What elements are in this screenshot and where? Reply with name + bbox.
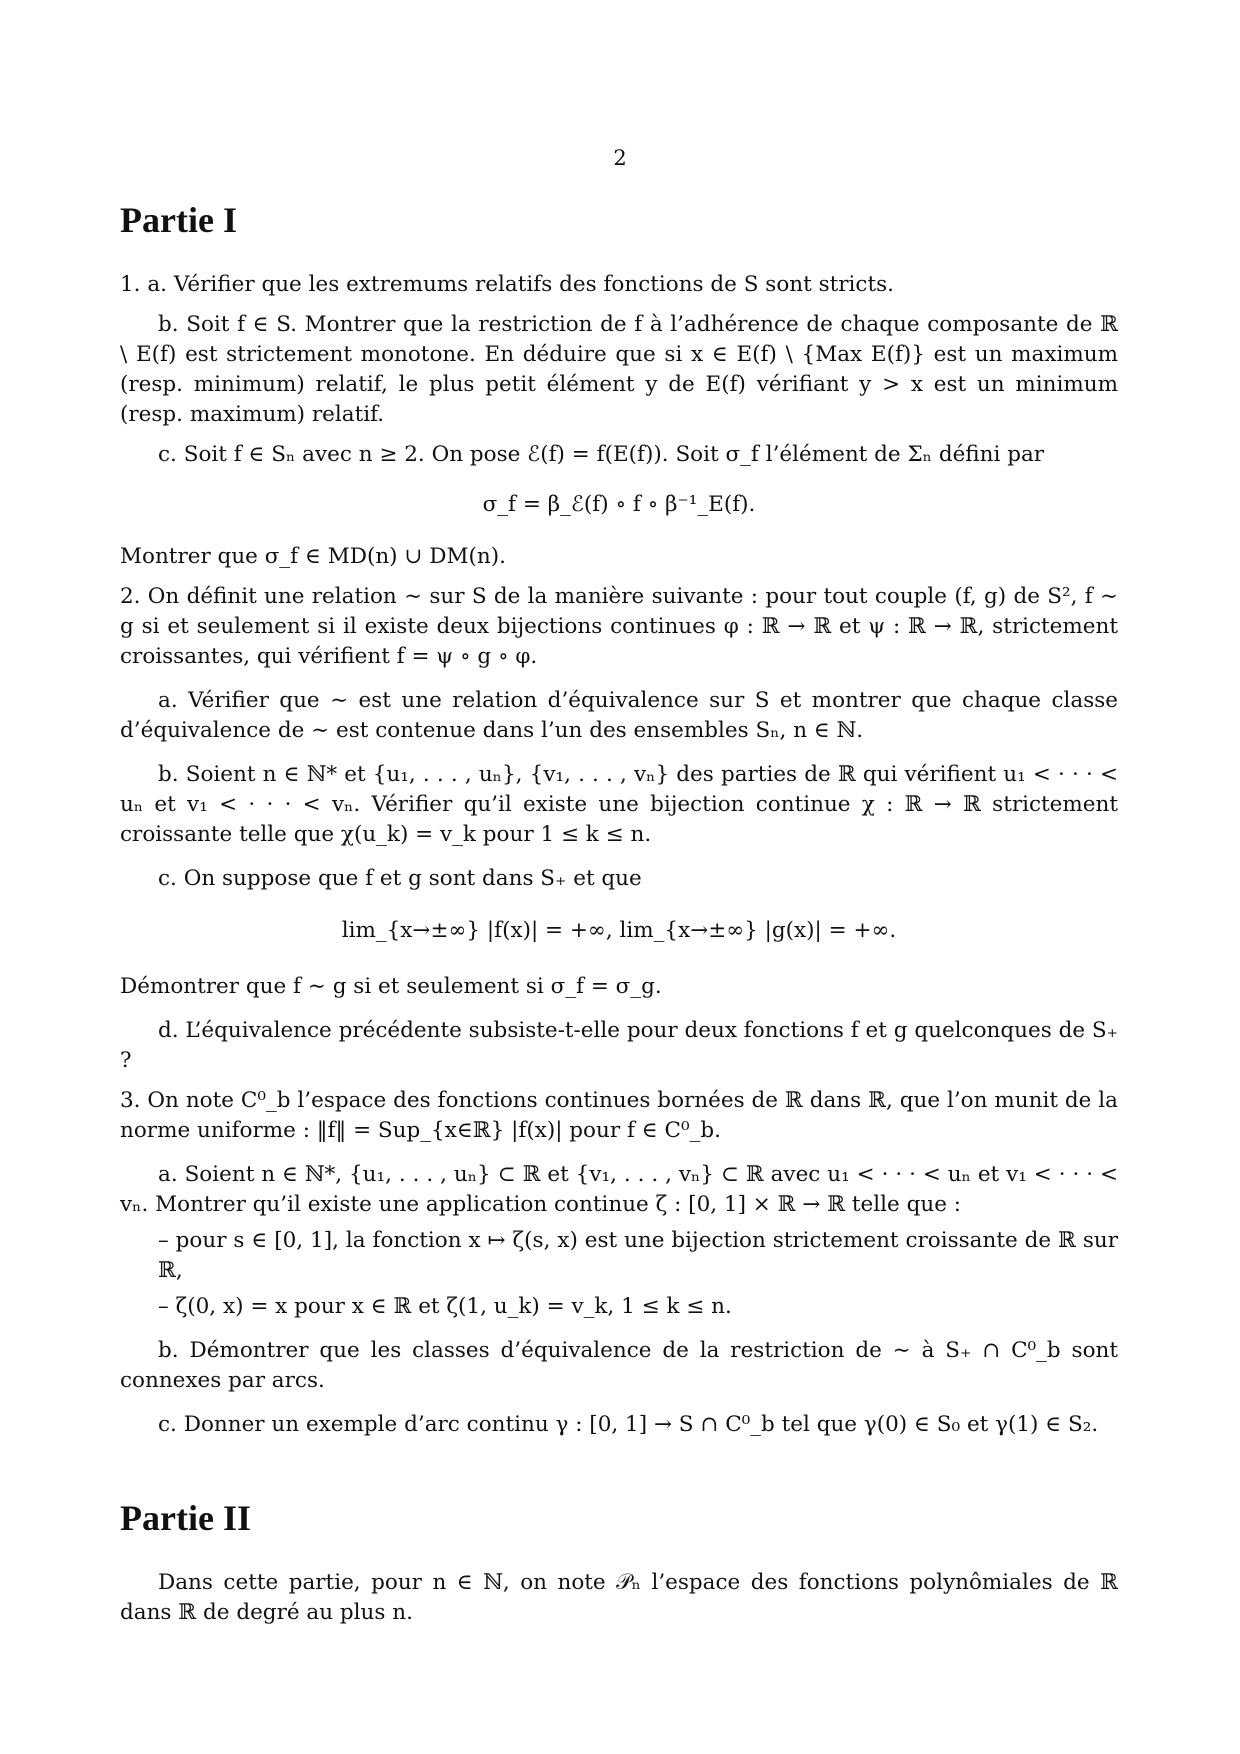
question-3a-bullet-2: – ζ(0, x) = x pour x ∈ ℝ et ζ(1, u_k) = v_k, 1 ≤ k ≤ n. bbox=[158, 1294, 732, 1319]
question-2-intro: 2. On définit une relation ∼ sur S de la manière suivante : pour tout couple (f, g) de S², f ∼ g si et seulement si il existe deux bijections continues φ : ℝ → ℝ et ψ : ℝ → ℝ, strictement croissantes, qui vérifient f = ψ ∘ g ∘ φ. bbox=[120, 584, 1118, 669]
equation-limits: lim_{x→±∞} |f(x)| = +∞, lim_{x→±∞} |g(x)| = +∞. bbox=[341, 918, 897, 943]
question-3a-bullet-1: – pour s ∈ [0, 1], la fonction x ↦ ζ(s, x) est une bijection strictement croissante de ℝ sur ℝ, bbox=[158, 1228, 1118, 1283]
question-2c-conclusion: Démontrer que f ∼ g si et seulement si σ_f = σ_g. bbox=[120, 974, 662, 999]
question-1c: c. Soit f ∈ Sₙ avec n ≥ 2. On pose ℰ(f) = f(E(f)). Soit σ_f l’élément de Σₙ défini par bbox=[158, 442, 1045, 467]
question-3b: b. Démontrer que les classes d’équivalence de la restriction de ∼ à S₊ ∩ C⁰_b sont connexes par arcs. bbox=[120, 1338, 1118, 1393]
equation-sigma-f: σ_f = β_ℰ(f) ∘ f ∘ β⁻¹_E(f). bbox=[482, 492, 756, 517]
question-3c: c. Donner un exemple d’arc continu γ : [0, 1] → S ∩ C⁰_b tel que γ(0) ∈ S₀ et γ(1) ∈ S₂. bbox=[158, 1412, 1099, 1437]
question-2d: d. L’équivalence précédente subsiste-t-elle pour deux fonctions f et g quelconques de S₊ ? bbox=[120, 1018, 1118, 1073]
question-2b: b. Soient n ∈ ℕ* et {u₁, . . . , uₙ}, {v₁, . . . , vₙ} des parties de ℝ qui vérifient u₁ < · · · < uₙ et v₁ < · · · < vₙ. Vérifier qu’il existe une bijection continue χ : ℝ → ℝ strictement croissante telle que χ(u_k) = v_k pour 1 ≤ k ≤ n. bbox=[120, 762, 1118, 847]
page-content bbox=[120, 196, 1118, 1628]
question-3-intro: 3. On note C⁰_b l’espace des fonctions continues bornées de ℝ dans ℝ, que l’on munit de la norme uniforme : ‖f‖ = Sup_{x∈ℝ} |f(x)| pour f ∈ C⁰_b. bbox=[120, 1088, 1118, 1143]
page-number: 2 bbox=[613, 146, 627, 170]
section-title-partie-1: Partie I bbox=[120, 200, 237, 240]
question-2a: a. Vérifier que ∼ est une relation d’équivalence sur S et montrer que chaque classe d’équivalence de ∼ est contenue dans l’un des ensembles Sₙ, n ∈ ℕ. bbox=[120, 688, 1118, 743]
section-title-partie-2: Partie II bbox=[120, 1498, 251, 1538]
partie-2-intro: Dans cette partie, pour n ∈ ℕ, on note 𝒫ₙ l’espace des fonctions polynômiales de ℝ dans ℝ de degré au plus n. bbox=[120, 1570, 1118, 1625]
question-1b: b. Soit f ∈ S. Montrer que la restriction de f à l’adhérence de chaque composante de ℝ \ E(f) est strictement monotone. En déduire que si x ∈ E(f) \ {Max E(f)} est un maximum (resp. minimum) relatif, le plus petit élément y de E(f) vérifiant y > x est un minimum (resp. maximum) relatif. bbox=[120, 312, 1118, 427]
question-3a: a. Soient n ∈ ℕ*, {u₁, . . . , uₙ} ⊂ ℝ et {v₁, . . . , vₙ} ⊂ ℝ avec u₁ < · · · < uₙ et v₁ < · · · < vₙ. Montrer qu’il existe une application continue ζ : [0, 1] × ℝ → ℝ telle que : bbox=[120, 1162, 1118, 1217]
question-2c: c. On suppose que f et g sont dans S₊ et que bbox=[158, 866, 642, 891]
question-1c-conclusion: Montrer que σ_f ∈ MD(n) ∪ DM(n). bbox=[120, 544, 506, 569]
question-1a: 1. a. Vérifier que les extremums relatifs des fonctions de S sont stricts. bbox=[120, 272, 894, 297]
